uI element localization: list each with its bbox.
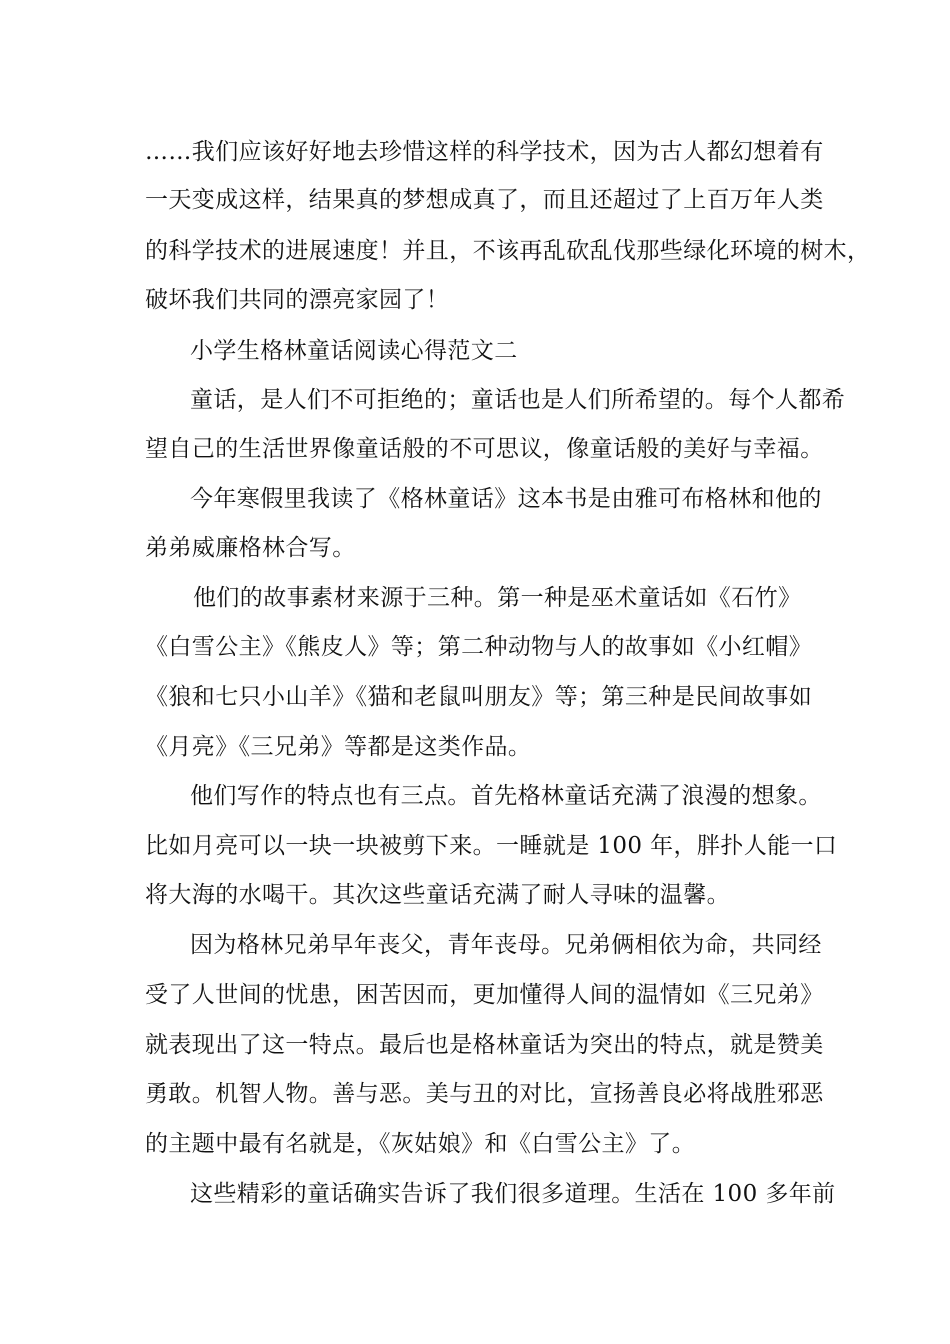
paragraph-line: 弟弟威廉格林合写。 [145, 535, 356, 561]
paragraph-line: 受了人世间的忧患，困苦因而，更加懂得人间的温情如《三兄弟》 [145, 982, 824, 1008]
paragraph-line: 这些精彩的童话确实告诉了我们很多道理。生活在 100 多年前 [190, 1181, 836, 1207]
paragraph-line: 一天变成这样，结果真的梦想成真了，而且还超过了上百万年人类 [145, 187, 824, 213]
paragraph-line: 今年寒假里我读了《格林童话》这本书是由雅可布格林和他的 [190, 486, 822, 512]
paragraph-line: 因为格林兄弟早年丧父，青年丧母。兄弟俩相依为命，共同经 [190, 932, 822, 958]
paragraph-line: 他们写作的特点也有三点。首先格林童话充满了浪漫的想象。 [190, 783, 822, 809]
paragraph-line: 的科学技术的进展速度！并且，不该再乱砍乱伐那些绿化环境的树木， [145, 238, 871, 264]
section-heading: 小学生格林童话阅读心得范文二 [190, 338, 518, 364]
paragraph-line: 将大海的水喝干。其次这些童话充满了耐人寻味的温馨。 [145, 882, 730, 908]
paragraph-line: 的主题中最有名就是，《灰姑娘》和《白雪公主》了。 [145, 1131, 696, 1157]
paragraph-line: 就表现出了这一特点。最后也是格林童话为突出的特点，就是赞美 [145, 1032, 824, 1058]
paragraph-line: 《白雪公主》《熊皮人》等；第二种动物与人的故事如《小红帽》 [145, 634, 813, 660]
paragraph-line: 《狼和七只小山羊》《猫和老鼠叫朋友》等；第三种是民间故事如 [145, 684, 813, 710]
paragraph-line: 他们的故事素材来源于三种。第一种是巫术童话如《石竹》 [193, 585, 802, 611]
paragraph-line: 童话，是人们不可拒绝的；童话也是人们所希望的。每个人都希 [190, 387, 846, 413]
paragraph-line: 《月亮》《三兄弟》等都是这类作品。 [145, 734, 532, 760]
paragraph-line: ……我们应该好好地去珍惜这样的科学技术，因为古人都幻想着有 [145, 139, 824, 165]
paragraph-line: 破坏我们共同的漂亮家园了！ [145, 287, 450, 313]
paragraph-line: 比如月亮可以一块一块被剪下来。一睡就是 100 年，胖扑人能一口 [145, 833, 838, 859]
paragraph-line: 望自己的生活世界像童话般的不可思议，像童话般的美好与幸福。 [145, 436, 824, 462]
paragraph-line: 勇敢。机智人物。善与恶。美与丑的对比，宣扬善良必将战胜邪恶 [145, 1081, 824, 1107]
